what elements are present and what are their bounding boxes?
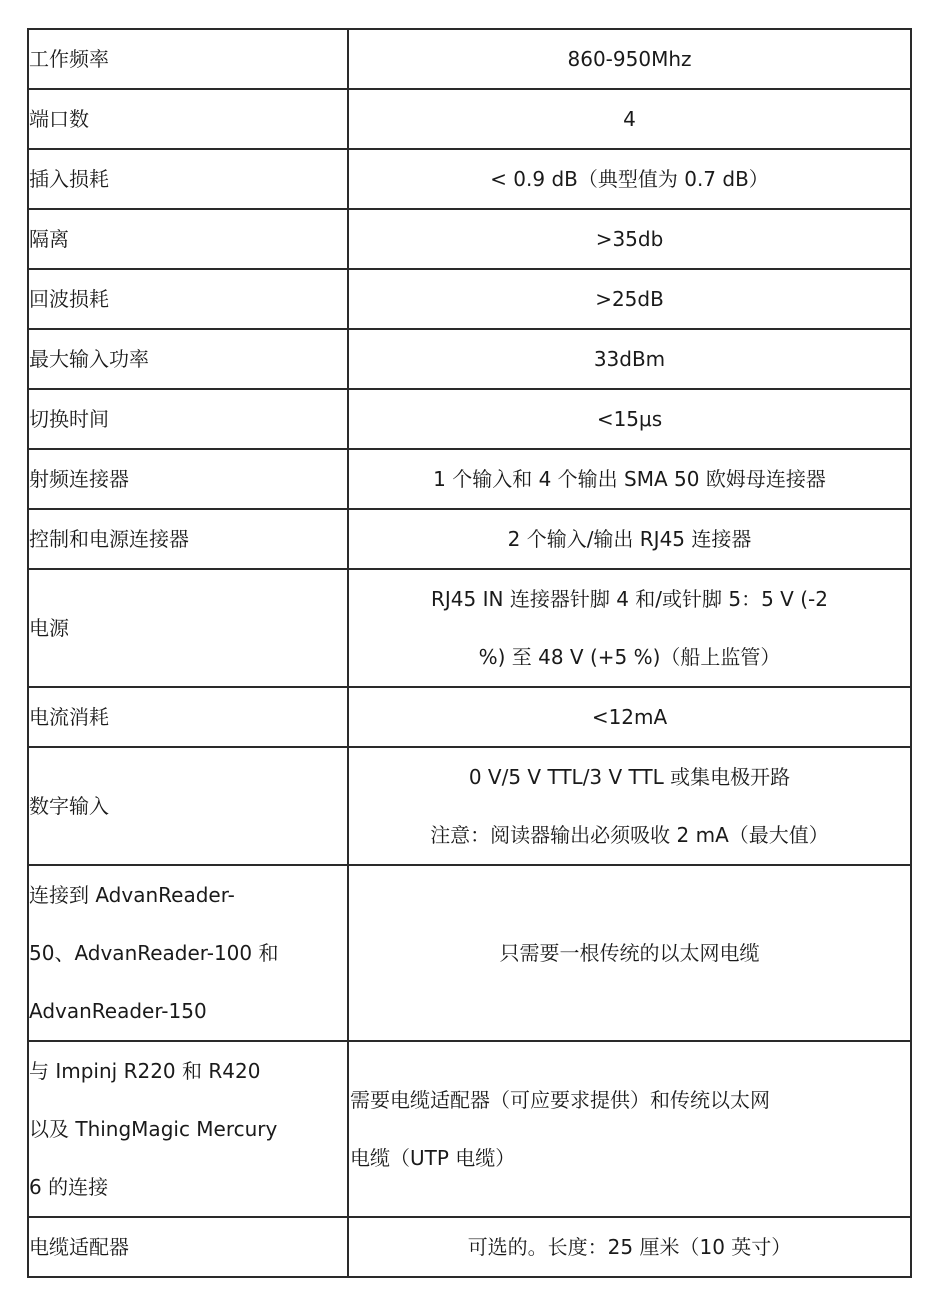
spec-label-cell bbox=[28, 747, 348, 865]
spec-label-cell bbox=[28, 29, 348, 89]
spec-value: >25dB bbox=[595, 287, 664, 311]
spec-label-cell bbox=[28, 687, 348, 747]
spec-value-cell bbox=[348, 865, 911, 1041]
table-row bbox=[28, 269, 911, 329]
spec-value: RJ45 IN 连接器针脚 4 和/或针脚 5：5 V (-2 bbox=[431, 587, 828, 611]
spec-label: 电缆适配器 bbox=[29, 1235, 129, 1259]
spec-label-cell bbox=[28, 865, 348, 1041]
table-row bbox=[28, 29, 911, 89]
spec-label: 以及 ThingMagic Mercury bbox=[29, 1117, 278, 1141]
table-row bbox=[28, 209, 911, 269]
spec-label: 工作频率 bbox=[29, 47, 109, 71]
spec-value-cell bbox=[348, 569, 911, 687]
spec-label-cell bbox=[28, 89, 348, 149]
spec-label: 与 Impinj R220 和 R420 bbox=[29, 1059, 261, 1083]
spec-value: 注意：阅读器输出必须吸收 2 mA（最大值） bbox=[430, 823, 829, 847]
spec-table-body bbox=[28, 29, 911, 1277]
spec-label-cell bbox=[28, 1041, 348, 1217]
spec-value-cell bbox=[348, 209, 911, 269]
spec-label-cell bbox=[28, 509, 348, 569]
spec-label: 回波损耗 bbox=[29, 287, 109, 311]
spec-value: 2 个输入/输出 RJ45 连接器 bbox=[507, 527, 752, 551]
spec-label: 电流消耗 bbox=[29, 705, 109, 729]
table-row bbox=[28, 149, 911, 209]
spec-value: 可选的。长度：25 厘米（10 英寸） bbox=[467, 1235, 792, 1259]
spec-value: 只需要一根传统的以太网电缆 bbox=[499, 941, 760, 965]
spec-value: <15μs bbox=[596, 407, 663, 431]
spec-value: 0 V/5 V TTL/3 V TTL 或集电极开路 bbox=[468, 765, 791, 789]
spec-value-cell bbox=[348, 509, 911, 569]
spec-value-cell bbox=[348, 1041, 911, 1217]
spec-label-cell bbox=[28, 1217, 348, 1277]
spec-label-cell bbox=[28, 389, 348, 449]
table-row bbox=[28, 747, 911, 865]
spec-label: 6 的连接 bbox=[29, 1175, 109, 1199]
spec-label-cell bbox=[28, 329, 348, 389]
spec-label-cell bbox=[28, 209, 348, 269]
table-row bbox=[28, 865, 911, 1041]
table-row bbox=[28, 89, 911, 149]
spec-label: 插入损耗 bbox=[29, 167, 109, 191]
spec-label-cell bbox=[28, 449, 348, 509]
table-row bbox=[28, 569, 911, 687]
spec-value: 需要电缆适配器（可应要求提供）和传统以太网 bbox=[350, 1088, 770, 1112]
spec-label: 端口数 bbox=[29, 107, 89, 131]
spec-value-cell bbox=[348, 1217, 911, 1277]
spec-value-cell bbox=[348, 269, 911, 329]
table-row bbox=[28, 1041, 911, 1217]
spec-label: 隔离 bbox=[29, 227, 69, 251]
spec-label: 切换时间 bbox=[29, 407, 109, 431]
spec-value-cell bbox=[348, 329, 911, 389]
spec-label-cell bbox=[28, 149, 348, 209]
spec-label: AdvanReader-150 bbox=[29, 999, 207, 1023]
table-row bbox=[28, 687, 911, 747]
spec-value-cell bbox=[348, 449, 911, 509]
spec-value-cell bbox=[348, 29, 911, 89]
spec-label: 电源 bbox=[29, 616, 69, 640]
spec-label: 数字输入 bbox=[29, 794, 109, 818]
spec-value-cell bbox=[348, 747, 911, 865]
table-row bbox=[28, 1217, 911, 1277]
spec-value: 电缆（UTP 电缆） bbox=[350, 1146, 516, 1170]
spec-label: 最大输入功率 bbox=[29, 347, 149, 371]
spec-value: <12mA bbox=[591, 705, 668, 729]
spec-value-cell bbox=[348, 149, 911, 209]
spec-value-cell bbox=[348, 89, 911, 149]
spec-value-cell bbox=[348, 687, 911, 747]
spec-value: >35db bbox=[595, 227, 664, 251]
table-row bbox=[28, 329, 911, 389]
spec-label-cell bbox=[28, 569, 348, 687]
spec-value: 33dBm bbox=[593, 347, 666, 371]
spec-value: 4 bbox=[623, 107, 636, 131]
spec-value: 1 个输入和 4 个输出 SMA 50 欧姆母连接器 bbox=[433, 467, 826, 491]
table-row bbox=[28, 389, 911, 449]
spec-value: 860-950Mhz bbox=[567, 47, 692, 71]
spec-label: 50、AdvanReader-100 和 bbox=[29, 941, 279, 965]
spec-table bbox=[27, 28, 912, 1278]
spec-label: 控制和电源连接器 bbox=[29, 527, 189, 551]
spec-value: %) 至 48 V (+5 %)（船上监管） bbox=[478, 645, 781, 669]
table-row bbox=[28, 449, 911, 509]
spec-value-cell bbox=[348, 389, 911, 449]
spec-label: 连接到 AdvanReader- bbox=[29, 883, 235, 907]
spec-label: 射频连接器 bbox=[29, 467, 129, 491]
table-row bbox=[28, 509, 911, 569]
spec-label-cell bbox=[28, 269, 348, 329]
spec-value: < 0.9 dB（典型值为 0.7 dB） bbox=[490, 167, 769, 191]
